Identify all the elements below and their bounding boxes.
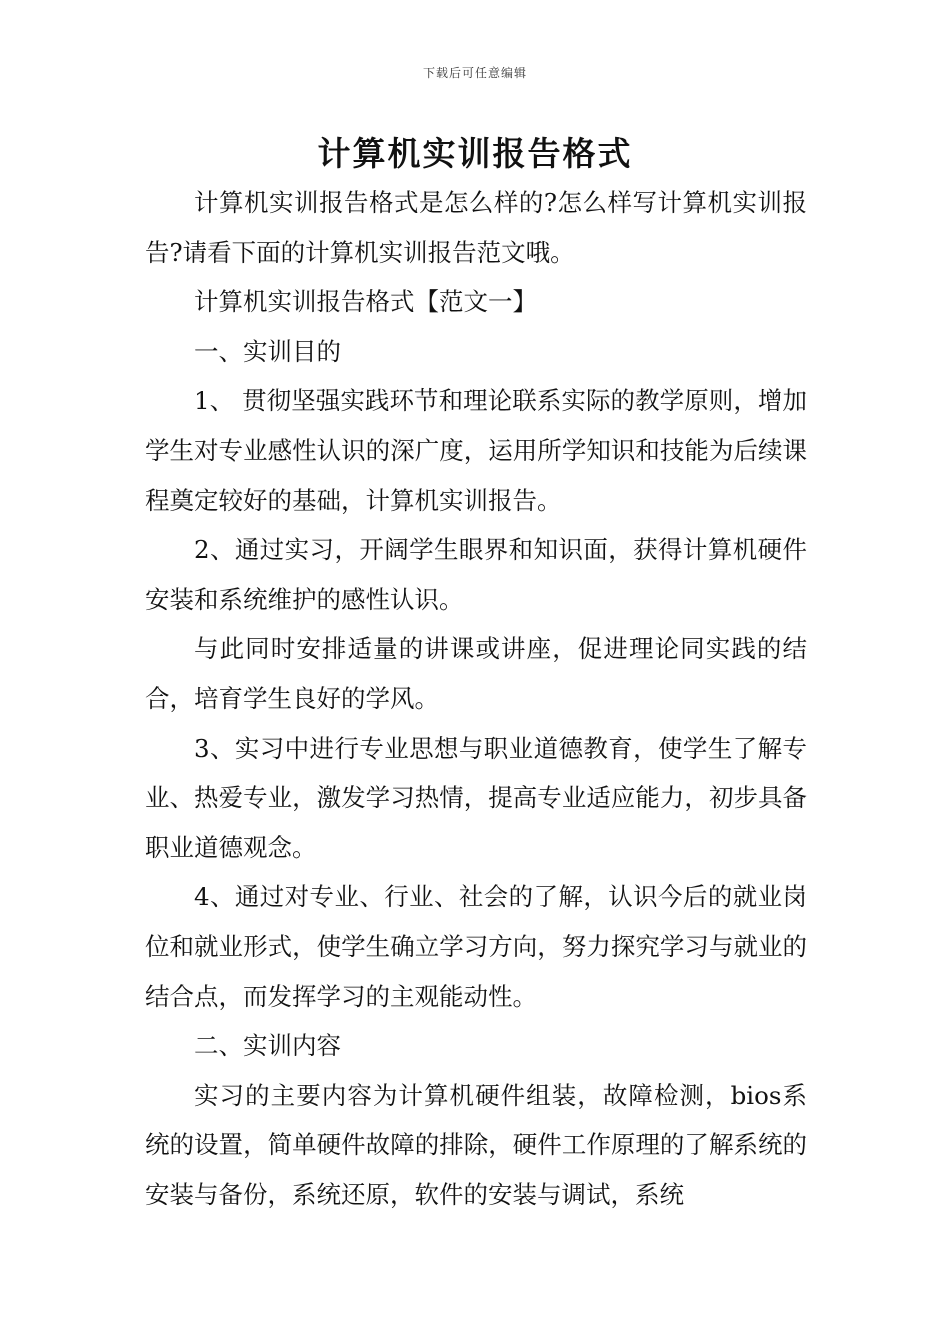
objective-item-2-note: 与此同时安排适量的讲课或讲座，促进理论同实践的结合，培育学生良好的学风。 — [145, 634, 807, 713]
document-title: 计算机实训报告格式 — [317, 134, 633, 173]
example-heading: 计算机实训报告格式【范文一】 — [194, 287, 537, 317]
intro-paragraph: 计算机实训报告格式是怎么样的?怎么样写计算机实训报告?请看下面的计算机实训报告范文哦。 — [145, 188, 807, 267]
content-paragraph: 实习的主要内容为计算机硬件组装，故障检测，bios系统的设置，简单硬件故障的排除，硬件工作原理的了解系统的安装与备份，系统还原，软件的安装与调试，系统 — [145, 1080, 807, 1209]
objective-item-2: 2、通过实习，开阔学生眼界和知识面，获得计算机硬件安装和系统维护的感性认识。 — [145, 535, 807, 614]
objective-item-1: 1、 贯彻坚强实践环节和理论联系实际的教学原则，增加学生对专业感性认识的深广度，运用所学知识和技能为后续课程奠定较好的基础，计算机实训报告。 — [145, 386, 807, 515]
section-heading-objectives: 一、实训目的 — [194, 336, 341, 366]
page-header-note: 下载后可任意编辑 — [422, 66, 527, 80]
objective-item-4: 4、通过对专业、行业、社会的了解，认识今后的就业岗位和就业形式，使学生确立学习方向，努力探究学习与就业的结合点，而发挥学习的主观能动性。 — [145, 882, 807, 1011]
document-body — [145, 178, 807, 1219]
section-heading-content: 二、实训内容 — [194, 1031, 341, 1061]
objective-item-3: 3、实习中进行专业思想与职业道德教育，使学生了解专业、热爱专业，激发学习热情，提高专业适应能力，初步具备职业道德观念。 — [145, 733, 807, 862]
